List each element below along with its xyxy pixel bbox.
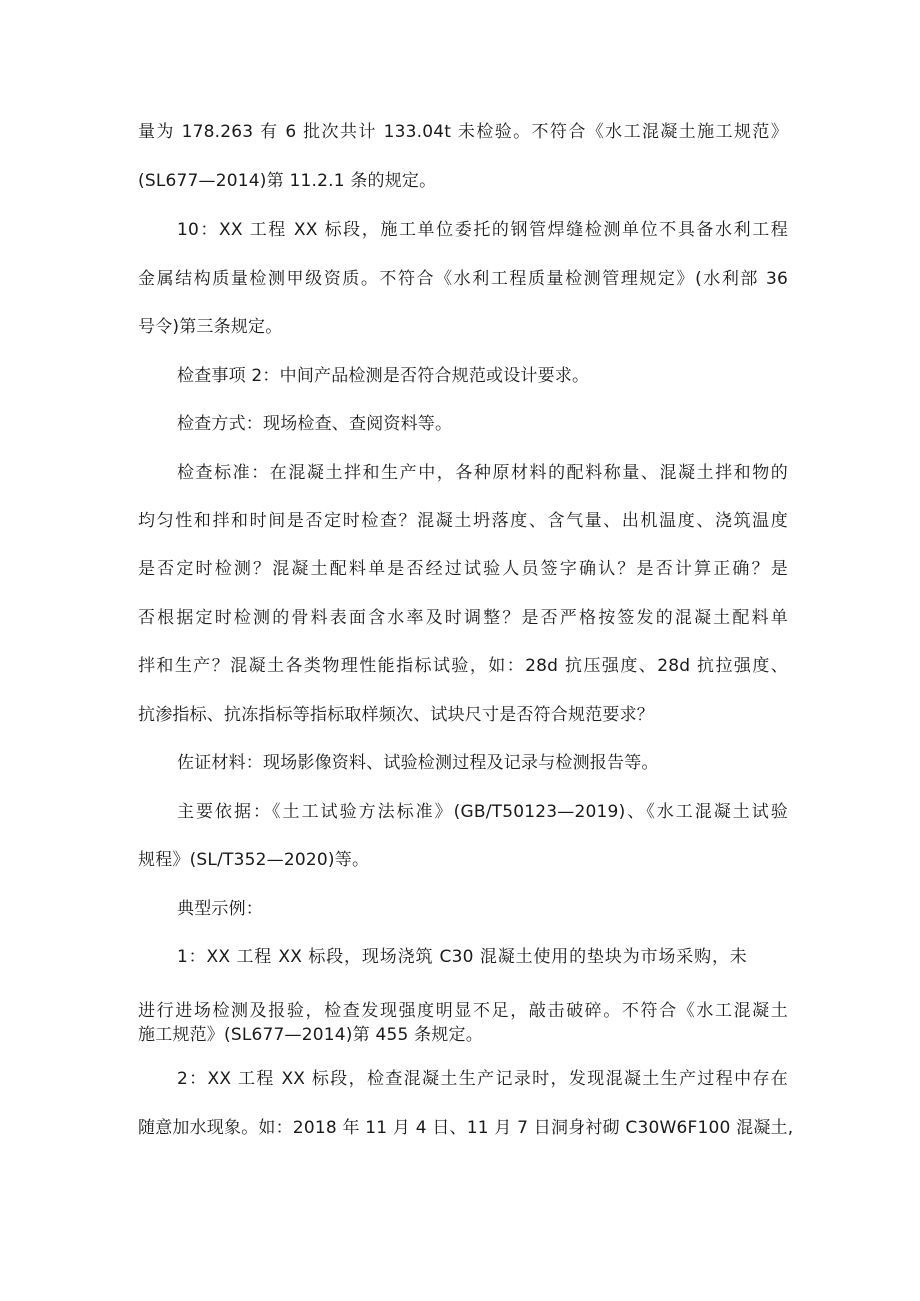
text-line: 施工规范》(SL677—2014)第 455 条规定。 [138,1025,483,1045]
text-line: 量为 178.263 有 6 批次共计 133.04t 未检验。不符合《水工混凝土施工规范》 [138,122,788,142]
text-line: 进行进场检测及报验，检查发现强度明显不足，敲击破碎。不符合《水工混凝土 [138,1001,788,1021]
text-line: 检查标准：在混凝土拌和生产中，各种原材料的配料称量、混凝土拌和物的 [177,463,788,483]
text-line: 1：XX 工程 XX 标段，现场浇筑 C30 混凝土使用的垫块为市场采购，未 [177,947,747,967]
text-line: 规程》(SL/T352—2020)等。 [138,850,370,870]
text-line: 主要依据：《土工试验方法标准》(GB/T50123—2019)、《水工混凝土试验 [177,802,788,822]
text-line: 均匀性和拌和时间是否定时检查？混凝土坍落度、含气量、出机温度、浇筑温度 [138,511,788,531]
text-line: 佐证材料：现场影像资料、试验检测过程及记录与检测报告等。 [177,753,659,773]
text-line: 号令)第三条规定。 [138,317,283,337]
text-line: 检查方式：现场检查、查阅资料等。 [177,414,453,434]
text-line: 是否定时检测？混凝土配料单是否经过试验人员签字确认？是否计算正确？是 [138,559,788,579]
text-line: 否根据定时检测的骨料表面含水率及时调整？是否严格按签发的混凝土配料单 [138,608,788,628]
text-line: 随意加水现象。如：2018 年 11 月 4 日、11 月 7 日洞身衬砌 C30W6F100 混凝土, [138,1118,794,1138]
text-line: 10：XX 工程 XX 标段，施工单位委托的钢管焊缝检测单位不具备水利工程 [177,220,788,240]
text-line: 检查事项 2：中间产品检测是否符合规范或设计要求。 [177,366,590,386]
text-line: 典型示例： [177,899,263,919]
text-line: 拌和生产？混凝土各类物理性能指标试验，如：28d 抗压强度、28d 抗拉强度、 [138,656,788,676]
text-line: 抗渗指标、抗冻指标等指标取样频次、试块尺寸是否符合规范要求？ [138,705,654,725]
text-line: 2：XX 工程 XX 标段，检查混凝土生产记录时，发现混凝土生产过程中存在 [177,1069,788,1089]
text-line: 金属结构质量检测甲级资质。不符合《水利工程质量检测管理规定》(水利部 36 [138,269,788,289]
text-line: (SL677—2014)第 11.2.1 条的规定。 [138,171,437,191]
